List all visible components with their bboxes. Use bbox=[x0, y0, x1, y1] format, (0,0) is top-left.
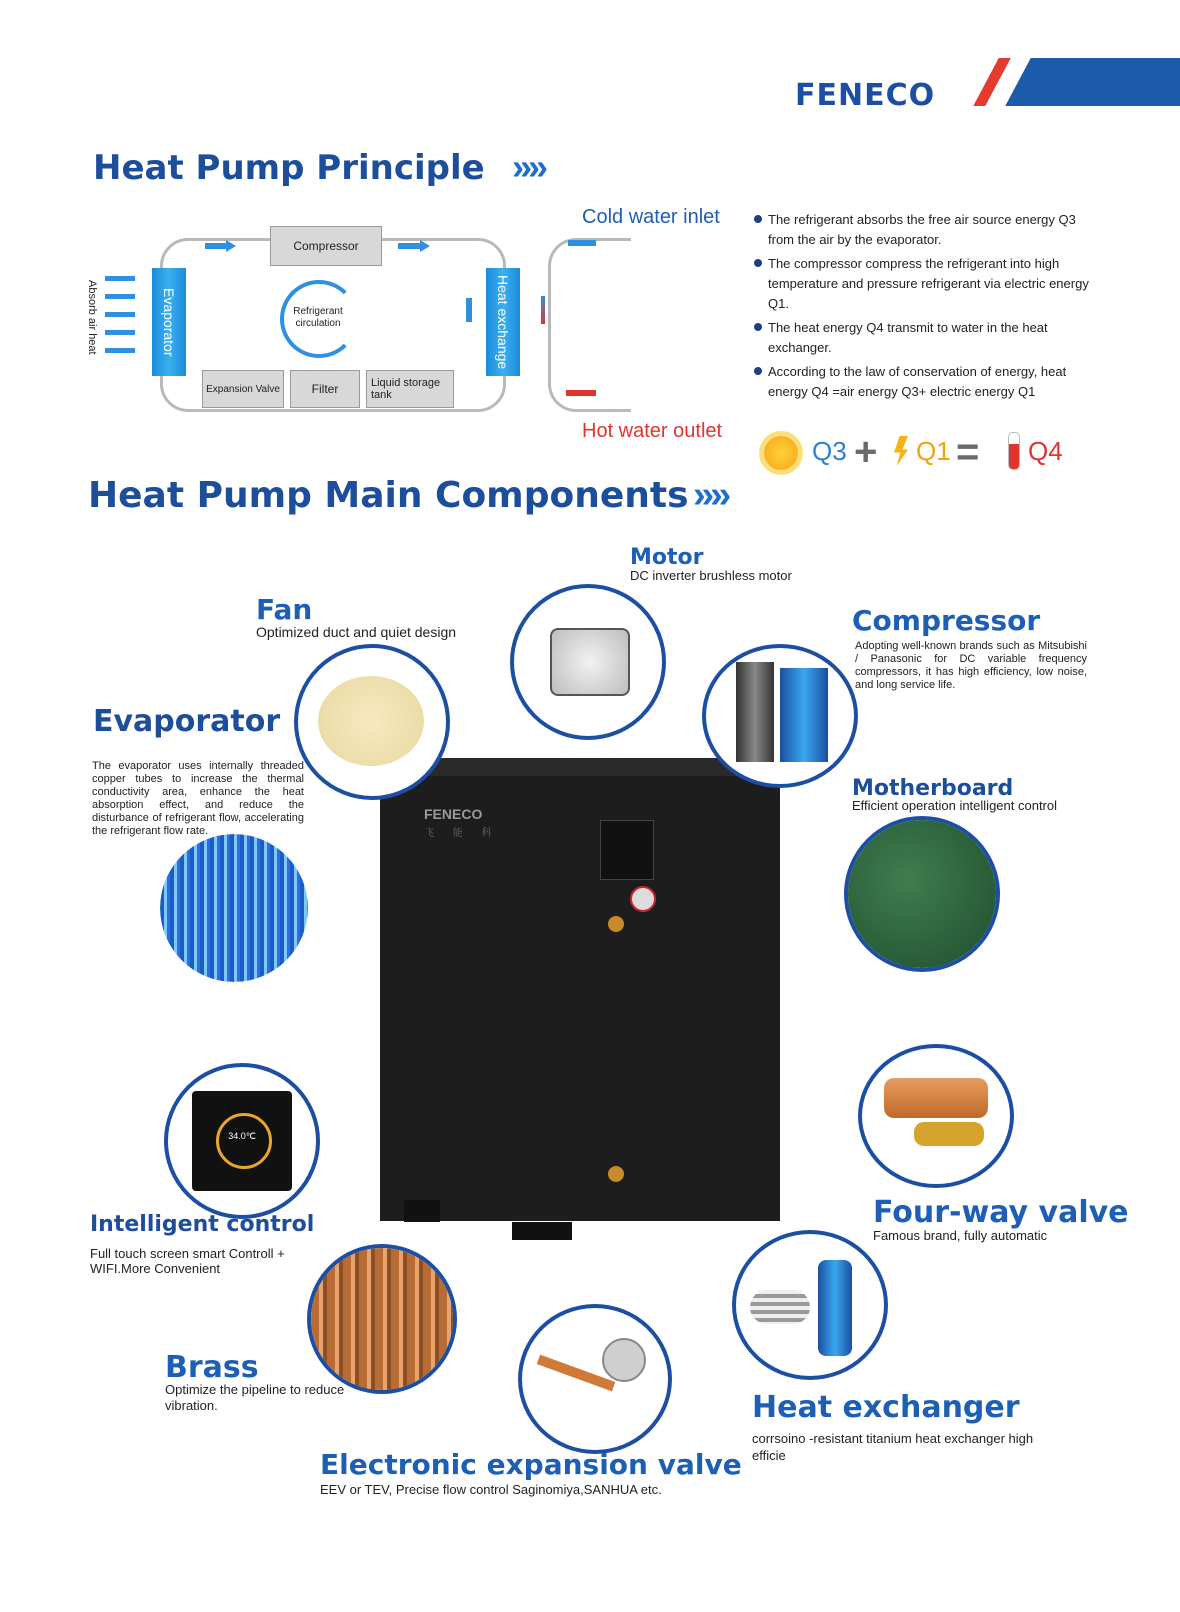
heat-pump-unit bbox=[380, 776, 780, 1221]
q3-label: Q3 bbox=[812, 436, 847, 466]
filter-box: Filter bbox=[290, 370, 360, 408]
header-red-stripe bbox=[973, 58, 1011, 106]
header-blue-banner bbox=[1005, 58, 1180, 106]
air-heat-arrows bbox=[105, 272, 145, 372]
refrigerant-circulation-label: Refrigerant circulation bbox=[293, 306, 343, 329]
compressor-image bbox=[702, 644, 858, 788]
lightning-icon bbox=[894, 436, 908, 466]
machine-logo-sub: 飞 能 科 bbox=[424, 828, 500, 839]
brass-image bbox=[307, 1244, 457, 1394]
screen-temp-value: 34.0℃ bbox=[228, 1131, 256, 1141]
evaporator-title: Evaporator bbox=[93, 704, 281, 739]
principle-bullets bbox=[752, 210, 1092, 406]
components-chevron-icon: »» bbox=[693, 474, 728, 516]
intelligent-control-title: Intelligent control bbox=[90, 1212, 315, 1237]
motherboard-title: Motherboard bbox=[852, 776, 1014, 801]
brass-desc: Optimize the pipeline to reduce vibration. bbox=[165, 1382, 345, 1413]
compressor-icon bbox=[736, 662, 774, 762]
four-way-valve-desc: Famous brand, fully automatic bbox=[873, 1228, 1048, 1243]
four-way-valve-image bbox=[858, 1044, 1014, 1188]
motor-desc: DC inverter brushless motor bbox=[630, 568, 792, 583]
heat-exchanger-image bbox=[732, 1230, 888, 1380]
pressure-gauge-icon bbox=[630, 886, 656, 912]
absorb-air-heat-label: Absorb air heat bbox=[86, 280, 98, 355]
brass-title: Brass bbox=[165, 1350, 259, 1385]
compressor-title: Compressor bbox=[852, 604, 1041, 637]
cold-water-inlet-label: Cold water inlet bbox=[582, 206, 720, 228]
intelligent-control-desc: Full touch screen smart Controll + WIFI.More Convenient bbox=[90, 1246, 285, 1276]
flow-arrow-shaft bbox=[398, 243, 420, 249]
circuit-board-icon bbox=[848, 820, 996, 968]
machine-foot bbox=[404, 1200, 440, 1222]
machine-foot bbox=[512, 1222, 572, 1240]
motor-image bbox=[510, 584, 666, 740]
equals-sign: = bbox=[956, 430, 980, 474]
compressor-desc: Adopting well-known brands such as Mitsubishi / Panasonic for DC variable frequency compressors, it has high efficiency, low noise, and long service life. bbox=[855, 640, 1087, 691]
liquid-storage-tank-box: Liquid storage tank bbox=[366, 370, 454, 408]
water-port-icon bbox=[608, 1166, 624, 1182]
motherboard-image bbox=[844, 816, 1000, 972]
q4-label: Q4 bbox=[1028, 436, 1063, 466]
sun-icon bbox=[764, 436, 798, 470]
valve-coil-icon bbox=[914, 1122, 984, 1146]
intelligent-control-image bbox=[164, 1063, 320, 1219]
motor-title: Motor bbox=[630, 545, 704, 570]
q1-label: Q1 bbox=[916, 436, 951, 466]
heat-exchanger-title: Heat exchanger bbox=[752, 1390, 1020, 1425]
evaporator-image bbox=[160, 834, 308, 982]
components-title: Heat Pump Main Components bbox=[88, 475, 689, 516]
fan-desc: Optimized duct and quiet design bbox=[256, 624, 457, 640]
water-heating-arrow-icon bbox=[541, 296, 545, 324]
principle-bullet: The compressor compress the refrigerant into high temperature and pressure refrigerant via electric energy Q1. bbox=[752, 254, 1092, 314]
eev-coil-icon bbox=[602, 1338, 646, 1382]
plus-sign: + bbox=[854, 430, 878, 474]
control-panel-box bbox=[600, 820, 654, 880]
valve-body-icon bbox=[884, 1078, 988, 1118]
brass-pipe-icon bbox=[311, 1248, 453, 1390]
principle-bullet: The refrigerant absorbs the free air source energy Q3 from the air by the evaporator. bbox=[752, 210, 1092, 250]
fan-title: Fan bbox=[256, 593, 313, 626]
flow-arrow-down-icon bbox=[466, 298, 472, 322]
principle-chevron-icon: »» bbox=[512, 146, 545, 187]
machine-logo: FENECO bbox=[424, 806, 483, 822]
heat-exchange-block: Heat exchange bbox=[486, 268, 520, 376]
thermometer-icon bbox=[1008, 432, 1020, 470]
outlet-arrow-icon bbox=[566, 390, 596, 396]
expansion-valve-box: Expansion Valve bbox=[202, 370, 284, 408]
motherboard-desc: Efficient operation intelligent control bbox=[852, 798, 1057, 813]
water-port-icon bbox=[608, 916, 624, 932]
eev-desc: EEV or TEV, Precise flow control Saginomiya,SANHUA etc. bbox=[320, 1482, 662, 1497]
compressor-cutaway-icon bbox=[780, 668, 828, 762]
fan-blade-icon bbox=[318, 676, 424, 766]
hot-water-outlet-label: Hot water outlet bbox=[582, 420, 723, 442]
energy-formula bbox=[756, 430, 1076, 480]
principle-bullet: The heat energy Q4 transmit to water in the heat exchanger. bbox=[752, 318, 1092, 358]
fan-image bbox=[294, 644, 450, 800]
heat-exchanger-desc: corrsoino -resistant titanium heat exchanger high efficie bbox=[752, 1431, 1034, 1463]
compressor-box: Compressor bbox=[270, 226, 382, 266]
motor-icon bbox=[550, 628, 630, 696]
evaporator-block: Evaporator bbox=[152, 268, 186, 376]
principle-title: Heat Pump Principle bbox=[93, 148, 485, 188]
inlet-arrow-icon bbox=[568, 240, 596, 246]
flow-arrow-icon bbox=[226, 240, 236, 252]
eev-title: Electronic expansion valve bbox=[320, 1448, 742, 1481]
brand-logo: FENECO bbox=[795, 78, 936, 113]
eev-image bbox=[518, 1304, 672, 1454]
four-way-valve-title: Four-way valve bbox=[873, 1195, 1129, 1230]
heat-exchanger-icon bbox=[818, 1260, 852, 1356]
water-loop bbox=[548, 238, 631, 412]
evaporator-desc: The evaporator uses internally threaded copper tubes to increase the thermal conductivity area, enhance the heat absorption effect, and reduce the disturbance of refrigerant flow, accelerating the refrigerant flow rate. bbox=[92, 760, 304, 837]
flow-arrow-shaft bbox=[205, 243, 227, 249]
evaporator-fin-icon bbox=[160, 834, 308, 982]
touch-screen-icon bbox=[192, 1091, 292, 1191]
principle-bullet: According to the law of conservation of energy, heat energy Q4 =air energy Q3+ electric energy Q1 bbox=[752, 362, 1092, 402]
titanium-tube-icon bbox=[750, 1290, 810, 1324]
flow-arrow-icon bbox=[420, 240, 430, 252]
